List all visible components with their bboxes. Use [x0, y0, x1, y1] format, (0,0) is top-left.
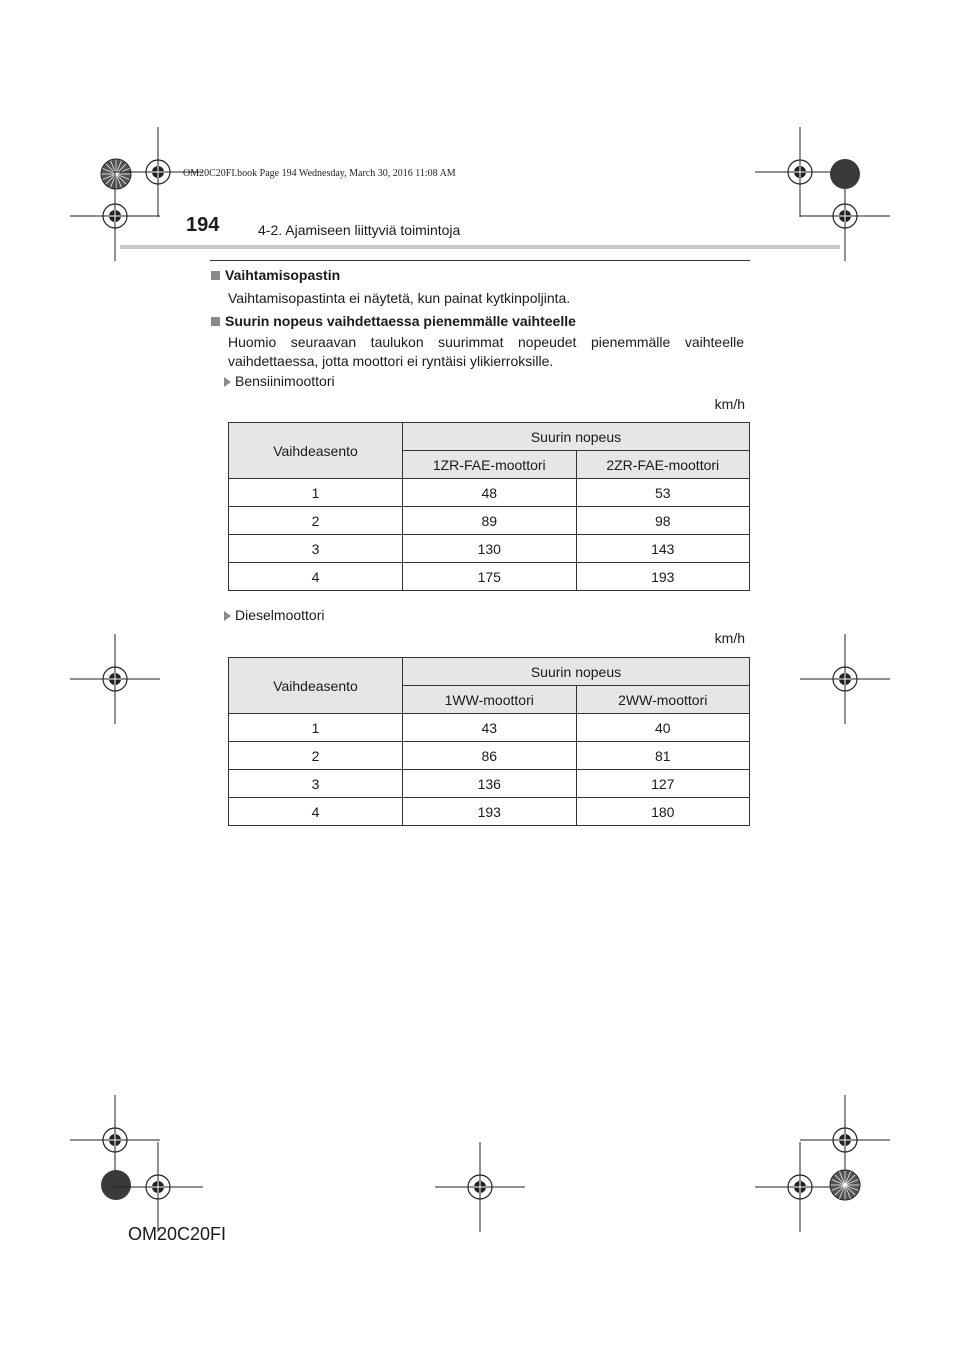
table-cell: 98	[576, 507, 750, 535]
table-row	[229, 563, 750, 591]
column-header: Vaihdeasento	[229, 423, 403, 479]
header-rule	[120, 245, 840, 249]
table-row	[229, 714, 750, 742]
table-row	[229, 798, 750, 826]
print-info-line: OM20C20FI.book Page 194 Wednesday, March 30, 2016 11:08 AM	[183, 168, 456, 179]
table-row	[229, 742, 750, 770]
table-cell: 43	[403, 714, 577, 742]
table-cell: 89	[403, 507, 577, 535]
table-row	[229, 770, 750, 798]
table-cell: 3	[229, 770, 403, 798]
table-cell: 193	[576, 563, 750, 591]
column-header: 1WW-moottori	[403, 686, 577, 714]
unit-label: km/h	[714, 396, 745, 412]
column-header: 1ZR-FAE-moottori	[403, 451, 577, 479]
table-cell: 53	[576, 479, 750, 507]
table-cell: 130	[403, 535, 577, 563]
table-cell: 127	[576, 770, 750, 798]
section-heading	[211, 267, 340, 283]
table-cell: 136	[403, 770, 577, 798]
section-body: Huomio seuraavan taulukon suurimmat nopeudet pienemmälle vaihteelle vaihdettaessa, jotta moottori ei ryntäisi ylikierroksille.	[228, 334, 744, 369]
table-cell: 1	[229, 479, 403, 507]
column-header: 2WW-moottori	[576, 686, 750, 714]
table-cell: 193	[403, 798, 577, 826]
table-cell: 1	[229, 714, 403, 742]
square-bullet-icon	[211, 317, 220, 326]
table-cell: 86	[403, 742, 577, 770]
table-header-row	[229, 423, 750, 451]
table-header-row	[229, 658, 750, 686]
table-cell: 40	[576, 714, 750, 742]
subsection-label: Dieselmoottori	[235, 607, 325, 623]
table-cell: 143	[576, 535, 750, 563]
table-cell: 2	[229, 742, 403, 770]
section-heading-text: Vaihtamisopastin	[225, 267, 341, 283]
speed-table-diesel	[228, 657, 750, 826]
table-cell: 81	[576, 742, 750, 770]
square-bullet-icon	[211, 271, 220, 280]
column-header: Vaihdeasento	[229, 658, 403, 714]
divider	[210, 260, 750, 261]
section-body: Vaihtamisopastinta ei näytetä, kun painat kytkinpoljinta.	[228, 290, 571, 306]
section-title: 4-2. Ajamiseen liittyviä toimintoja	[258, 222, 461, 238]
column-header: 2ZR-FAE-moottori	[576, 451, 750, 479]
subsection-bullet	[224, 607, 324, 623]
triangle-bullet-icon	[224, 611, 231, 621]
table-cell: 175	[403, 563, 577, 591]
section-heading	[211, 313, 576, 329]
triangle-bullet-icon	[224, 377, 231, 387]
speed-table-petrol	[228, 422, 750, 591]
table-cell: 4	[229, 563, 403, 591]
page-number: 194	[186, 214, 220, 236]
group-header: Suurin nopeus	[403, 658, 750, 686]
table-cell: 2	[229, 507, 403, 535]
table-cell: 4	[229, 798, 403, 826]
subsection-label: Bensiinimoottori	[235, 373, 335, 389]
table-cell: 180	[576, 798, 750, 826]
group-header: Suurin nopeus	[403, 423, 750, 451]
table-cell: 3	[229, 535, 403, 563]
footer-code: OM20C20FI	[128, 1224, 227, 1244]
table-row	[229, 507, 750, 535]
table-row	[229, 479, 750, 507]
subsection-bullet	[224, 373, 335, 389]
section-heading-text: Suurin nopeus vaihdettaessa pienemmälle vaihteelle	[225, 313, 576, 329]
unit-label: km/h	[714, 630, 745, 646]
table-row	[229, 535, 750, 563]
table-cell: 48	[403, 479, 577, 507]
